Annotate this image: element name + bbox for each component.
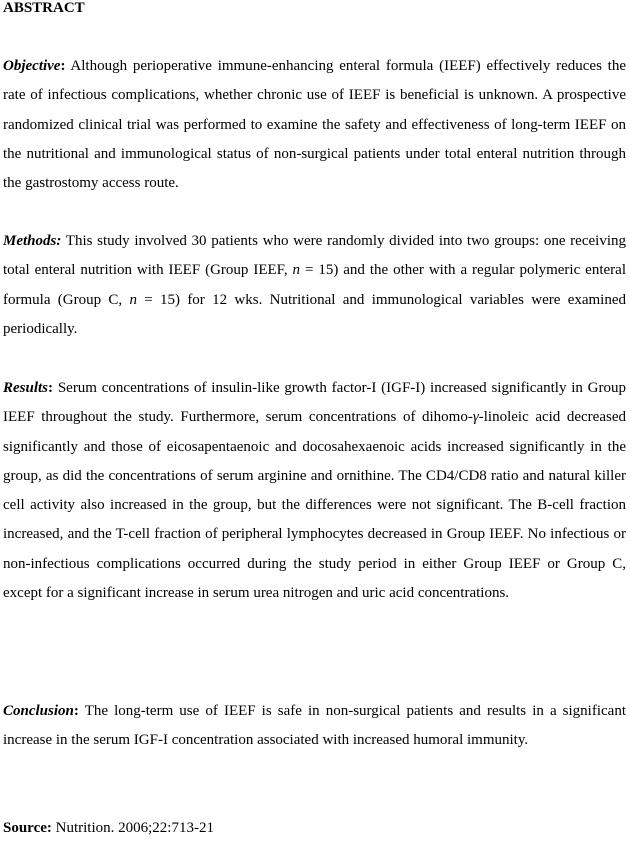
objective-label: Objective — [3, 58, 61, 74]
methods-label: Methods: — [3, 233, 62, 249]
gamma-symbol: γ — [472, 409, 479, 426]
source-label: Source: — [3, 820, 52, 836]
results-text-1: Serum concentrations of insulin-like growth factor-I (IGF-I) increased significantly in Group IEEF throughout the study. Furthermore, serum concentrations of dihomo- — [3, 380, 627, 426]
conclusion-text: The long-term use of IEEF is safe in non-surgical patients and results in a significant increase in the serum IGF-I concentration associated with increased humoral immunity. — [3, 703, 626, 749]
conclusion-label: Conclusion — [3, 703, 74, 719]
source-line — [3, 814, 626, 843]
conclusion-paragraph: Conclusion: The long-term use of IEEF is safe in non-surgical patients and results in a significant increase in the serum IGF-I concentration associated with increased humoral immunity. — [3, 703, 626, 749]
methods-n-1: n — [292, 262, 301, 279]
objective-text: Although perioperative immune-enhancing enteral formula (IEEF) effectively reduces the rate of infectious complications, whether chronic use of IEEF is beneficial is unknown. A prospective randomized clinical trial was performed to examine the safety and effectiveness of long-term IEEF on the nutritional and immunological status of non-surgical patients under total enteral nutrition through the gastrostomy access route. — [3, 58, 626, 192]
methods-text-2: = 15) and the other with a regular polymeric enteral formula (Group C, — [3, 262, 626, 308]
results-text-2: -linoleic acid decreased significantly and those of eicosapentaenoic and docosahexaenoic acids increased significantly in the group, as did the concentrations of serum arginine and ornithine. The CD4/CD8 ratio and natural killer cell activity also increased in the group, but the differences were not significant. The B-cell fraction increased, and the T-cell fraction of peripheral lymphocytes decreased in Group IEEF. No infectious or non-infectious complications occurred during the study period in either Group IEEF or Group C, except for a significant increase in serum urea nitrogen and uric acid concentrations. — [3, 409, 626, 602]
results-paragraph: Results: Serum concentrations of insulin-like growth factor-I (IGF-I) increased significantly in Group IEEF throughout the study. Furthermore, serum concentrations of dihomo-γ-linoleic acid decreased significantly and those of eicosapentaenoic and docosahexaenoic acids increased significantly in the group, as did the concentrations of serum arginine and ornithine. The CD4/CD8 ratio and natural killer cell activity also increased in the group, but the differences were not significant. The B-cell fraction increased, and the T-cell fraction of peripheral lymphocytes decreased in Group IEEF. No infectious or non-infectious complications occurred during the study period in either Group IEEF or Group C, except for a significant increase in serum urea nitrogen and uric acid concentrations. — [3, 380, 627, 602]
methods-text-3: = 15) for 12 wks. Nutritional and immunological variables were examined periodically. — [3, 291, 627, 337]
source-text: Nutrition. 2006;22:713-21 — [51, 820, 214, 836]
methods-n-2: n — [129, 291, 137, 308]
methods-text-1: This study involved 30 patients who were randomly divided into two groups: one receiving total enteral nutrition with IEEF (Group IEEF, — [3, 233, 626, 279]
methods-paragraph — [3, 227, 626, 344]
objective-paragraph: Objective: Although perioperative immune-enhancing enteral formula (IEEF) effectively reduces the rate of infectious complications, whether chronic use of IEEF is beneficial is unknown. A prospective randomized clinical trial was performed to examine the safety and effectiveness of long-term IEEF on the nutritional and immunological status of non-surgical patients under total enteral nutrition through the gastrostomy access route. — [3, 58, 626, 192]
results-label: Results — [3, 380, 49, 396]
abstract-heading: ABSTRACT — [3, 0, 85, 16]
